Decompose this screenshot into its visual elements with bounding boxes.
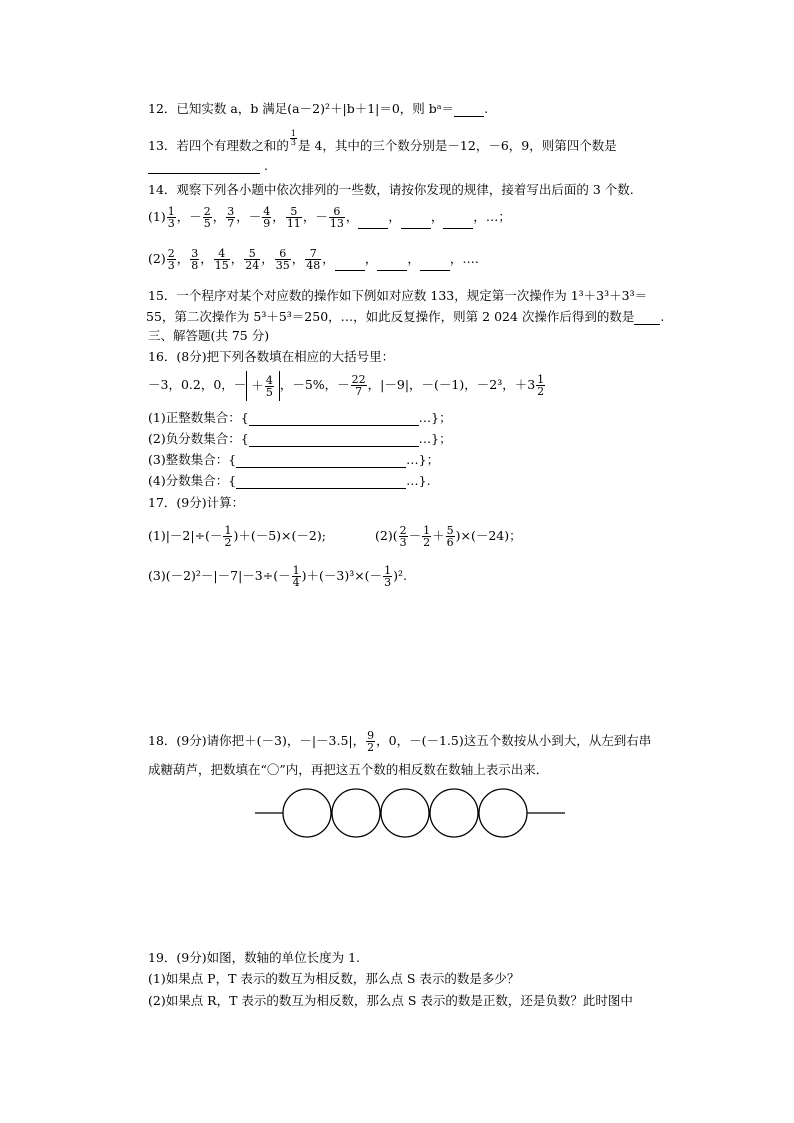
question-18-line-1: 18．(9分)请你把＋(－3)，－|－3.5|， $\frac{9}{2}$ ，0，－(－1.5)这五个数按从小到大，从左到右串	[148, 729, 652, 754]
answer-blank[interactable]	[236, 476, 406, 489]
answer-blank[interactable]	[454, 104, 484, 117]
answer-blank[interactable]	[236, 455, 406, 468]
fraction: $\frac{1}{2}$	[537, 373, 545, 398]
answer-circle-1[interactable]	[283, 789, 331, 837]
fraction: $\frac{5}{11}$	[286, 205, 301, 230]
set-integers: (3)整数集合：{ …}；	[148, 452, 440, 467]
question-14-part-2: (2) $\frac{2}{3}$ ， $\frac{3}{8}$ ， $\frac{4}{15}$ ， $\frac{5}{24}$ ， $\frac{6}{35}$ ， $\frac{7}{48}$ ， ， ， ，….	[148, 247, 479, 272]
question-19-intro: 19．(9分)如图，数轴的单位长度为 1.	[148, 950, 361, 965]
answer-blank[interactable]	[377, 258, 407, 271]
question-17-intro: 17．(9分)计算：	[148, 495, 245, 510]
fraction: $\frac{3}{8}$	[191, 247, 199, 272]
question-19-part-2: (2)如果点 R，T 表示的数互为相反数，那么点 S 表示的数是正数，还是负数？此时图中	[148, 993, 633, 1008]
answer-blank[interactable]	[249, 413, 419, 426]
fraction: $\frac{1}{3}$	[290, 129, 296, 147]
candied-haws-diagram	[255, 785, 567, 841]
answer-blank[interactable]	[148, 161, 260, 174]
set-negative-fractions: (2)负分数集合：{ …}；	[148, 431, 452, 446]
absolute-value: ＋ $\frac{4}{5}$	[246, 371, 280, 401]
fraction: $\frac{2}{3}$	[167, 247, 175, 272]
question-15-line-2: 55，第二次操作为 5³＋5³＝250，…，如此反复操作，则第 2 024 次操作后得到的数是 .	[146, 309, 665, 324]
fraction: $\frac{5}{24}$	[245, 247, 260, 272]
answer-blank[interactable]	[420, 258, 450, 271]
question-16-intro: 16．(8分)把下列各数填在相应的大括号里：	[148, 349, 395, 364]
question-16-numbers: －3，0.2，0，－ ＋ $\frac{4}{5}$ ，－5%，－ $\frac{22}{7}$ ，|－9|，－(－1)，－2³，＋3 $\frac{1}{2}$	[148, 370, 546, 401]
fraction: $\frac{6}{35}$	[275, 247, 290, 272]
answer-circle-5[interactable]	[479, 789, 527, 837]
set-positive-integers: (1)正整数集合：{ …}；	[148, 410, 452, 425]
fraction: $\frac{4}{15}$	[214, 247, 229, 272]
answer-blank[interactable]	[335, 258, 365, 271]
question-17-expr-1: (1)|－2|÷(－ $\frac{1}{2}$ )＋(－5)×(－2);	[148, 524, 326, 549]
question-18-line-2: 成糖葫芦，把数填在“〇”内，再把这五个数的相反数在数轴上表示出来．	[148, 762, 549, 777]
section-heading: 三、解答题(共 75 分)	[148, 328, 270, 343]
answer-circle-2[interactable]	[332, 789, 380, 837]
fraction: $\frac{7}{48}$	[306, 247, 321, 272]
question-14-intro: 14．观察下列各小题中依次排列的一些数，请按你发现的规律，接着写出后面的 3 个数.	[148, 182, 634, 197]
question-13-answer-line: .	[148, 158, 268, 174]
question-14-part-1: (1) $\frac{1}{3}$ ，－ $\frac{2}{5}$ ， $\frac{3}{7}$ ，－ $\frac{4}{9}$ ， $\frac{5}{11}$ ，－ $\frac{6}{13}$ ， ， ， ，…；	[148, 205, 511, 230]
answer-blank[interactable]	[634, 312, 660, 325]
question-13: 13．若四个有理数之和的 $\frac{1}{3}$ 是 4，其中的三个数分别是－12，－6，9，则第四个数是	[148, 129, 617, 154]
question-19-part-1: (1)如果点 P，T 表示的数互为相反数，那么点 S 表示的数是多少？	[148, 971, 520, 986]
question-15-line-1: 15．一个程序对某个对应数的操作如下例如对应数 133，规定第一次操作为 1³＋3³＋3³＝	[148, 288, 648, 303]
fraction: $\frac{2}{5}$	[203, 205, 211, 230]
answer-blank[interactable]	[249, 434, 419, 447]
fraction: $\frac{3}{7}$	[227, 205, 235, 230]
answer-blank[interactable]	[443, 216, 473, 229]
fraction: $\frac{22}{7}$	[351, 373, 366, 398]
answer-blank[interactable]	[401, 216, 431, 229]
fraction: $\frac{6}{13}$	[329, 205, 344, 230]
question-12: 12．已知实数 a，b 满足(a－2)²＋|b＋1|＝0，则 bᵃ＝ .	[148, 101, 489, 116]
question-12-text: 12．已知实数 a，b 满足(a－2)²＋|b＋1|＝0，则 bᵃ＝	[148, 101, 455, 116]
fraction: $\frac{1}{3}$	[167, 205, 175, 230]
fraction: $\frac{4}{9}$	[263, 205, 271, 230]
question-17-expr-3: (3)(－2)²－|－7|－3÷(－ $\frac{1}{4}$ )＋(－3)³×(－ $\frac{1}{3}$ )².	[148, 564, 407, 589]
answer-blank[interactable]	[358, 216, 388, 229]
set-fractions: (4)分数集合：{ …}.	[148, 473, 431, 488]
answer-circle-3[interactable]	[381, 789, 429, 837]
question-17-expr-2: (2)( $\frac{2}{3}$ － $\frac{1}{2}$ ＋ $\frac{5}{6}$ )×(－24)；	[375, 524, 522, 549]
answer-circle-4[interactable]	[430, 789, 478, 837]
